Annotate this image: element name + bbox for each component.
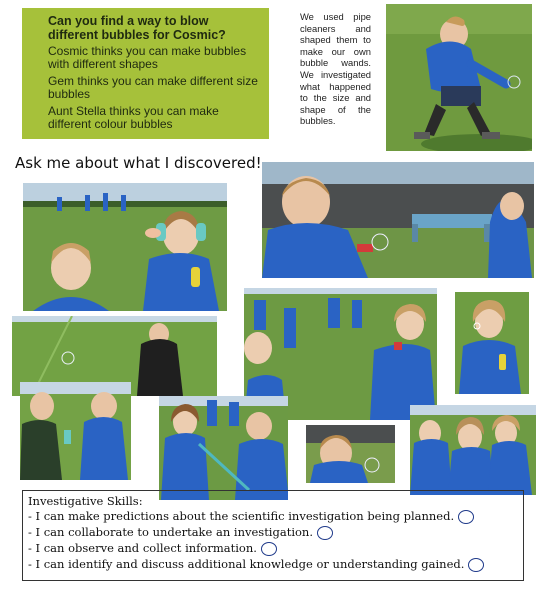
checkbox-circle-icon[interactable] [468, 558, 484, 572]
hypothesis-gem: Gem thinks you can make different size bubbles [48, 74, 258, 101]
skill-item [28, 524, 518, 540]
checkbox-circle-icon[interactable] [261, 542, 277, 556]
skill-item [28, 508, 518, 524]
photo-girl-long-wand [159, 396, 288, 500]
question-heading: Can you find a way to blow different bubbles for Cosmic? [48, 14, 226, 42]
skill-text: - I can observe and collect information. [28, 541, 257, 555]
skill-text: - I can identify and discuss additional knowledge or understanding gained. [28, 557, 465, 571]
skill-text: - I can make predictions about the scientific investigation being planned. [28, 509, 455, 523]
photo-girl-with-wand [455, 292, 529, 394]
hypothesis-cosmic: Cosmic thinks you can make bubbles with different shapes [48, 44, 247, 71]
photo-boy-blowing-bubbles [386, 4, 532, 151]
discovery-heading: Ask me about what I discovered! [15, 154, 262, 172]
photo-two-boys [20, 382, 131, 480]
photo-three-children [410, 405, 536, 495]
checkbox-circle-icon[interactable] [458, 510, 474, 524]
skill-item [28, 540, 518, 556]
skill-item [28, 556, 518, 572]
skills-title: Investigative Skills: [28, 494, 143, 508]
photo-boy-closeup [306, 425, 395, 483]
skill-text: - I can collaborate to undertake an investigation. [28, 525, 313, 539]
hypothesis-stella: Aunt Stella thinks you can make different colour bubbles [48, 104, 219, 131]
question-panel [22, 8, 269, 139]
photo-boy-by-bench [262, 162, 534, 278]
skills-list [28, 508, 518, 572]
checkbox-circle-icon[interactable] [317, 526, 333, 540]
activity-description: We used pipe cleaners and shaped them to make our own bubble wands. We investigated what happened to the size and shape of the bubbles. [300, 11, 371, 127]
investigative-skills-box [22, 490, 524, 581]
photo-children-field-headphones [23, 183, 227, 311]
